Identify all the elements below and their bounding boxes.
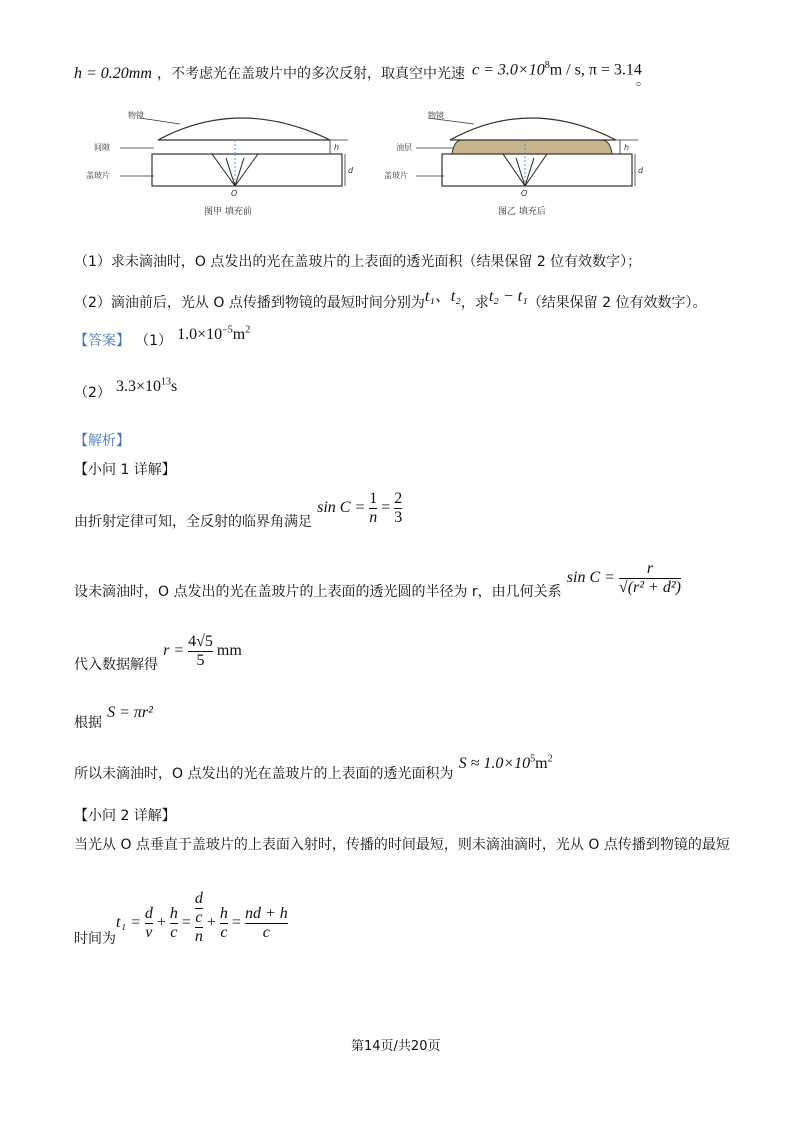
para-3: 代入数据解得 r = $\frac{4√5}{5}$ mm [74,633,242,674]
para-4: 根据 S = πr² [74,704,153,731]
oil-layer [452,140,612,154]
question-2: （2）滴油前后，光从 O 点传播到物镜的最短时间分别为t₁、t₂，求t₂ − t₁（结果保留 2 位有效数字）。 [74,288,707,311]
answer-2-value: $3.3\times 10^{13}s$ [116,376,178,395]
answer-label: 【答案】 [74,333,130,349]
figure-right [384,110,644,217]
answer-1: 【答案】 （1） $1.0\times 10^{-5}m^2$ [74,324,251,349]
para-1: 由折射定律可知，全反射的临界角满足 sin C = $\frac{1}{n}$ = $\frac{2}{3}$ [74,490,403,531]
intro-text: ，不考虑光在盖玻片中的多次反射，取真空中光速 [157,66,465,82]
answer-1-value: $1.0\times 10^{-5}m^2$ [177,324,251,343]
t1-equation: t₁ = $\frac{d}{v}$ + $\frac{h}{c}$ = d c n + $\frac{h}{c}$ = $\frac{nd + h}{c}$ [116,890,288,945]
sub-question-2-header: 【小问 2 详解】 [74,808,176,824]
c-value: $c = 3.0\times 10^8m / s$, π = 3.14 [472,60,642,79]
label-oil-right: 油层 [396,143,412,152]
sub-question-1-header: 【小问 1 详解】 [74,462,176,478]
label-h-left: h [334,143,340,152]
label-glass-left: 盖玻片 [86,171,110,180]
question-1: （1）求未滴油时，O 点发出的光在盖玻片的上表面的透光面积（结果保留 2 位有效数字）； [74,254,642,270]
caption-right: 图乙 填充后 [498,207,546,217]
para-2: 设未滴油时，O 点发出的光在盖玻片的上表面的透光圆的半径为 r，由几何关系 sin C = $\frac{r}{\text{√(r² + d²)}}$ [74,560,681,601]
h-value: h = 0.20mm [74,65,152,82]
label-d-right: d [638,166,644,175]
label-mirror-left: 物镜 [128,111,144,120]
para-7: 时间为 [74,931,116,947]
label-mirror-right: 物镜 [428,111,444,120]
objective-lens-right [450,118,616,140]
label-h-right: h [624,143,630,152]
label-o-right: O [521,189,528,198]
para-5: 所以未滴油时，O 点发出的光在盖玻片的上表面的透光面积为 $S \approx 1.0\times 10^5m^2$ [74,753,553,782]
intro-line [74,63,465,83]
answer-2: （2） $3.3\times 10^{13}s$ [74,376,178,401]
caption-left: 图甲 填充前 [204,207,252,217]
label-o-left: O [231,189,238,198]
cover-glass-right [442,154,632,186]
label-d-left: d [348,166,354,175]
objective-lens-left [158,118,330,140]
analysis-label: 【解析】 [74,433,130,449]
figure [80,102,660,222]
label-glass-right: 盖玻片 [384,171,408,180]
para-6: 当光从 O 点垂直于盖玻片的上表面入射时，传播的时间最短，则未滴油滴时，光从 O 点传播到物镜的最短 [74,837,730,853]
figure-left [86,110,354,217]
page-footer: 第14页/共20页 [351,1039,441,1054]
label-gap-left: 间隙 [94,143,110,152]
c-end: 。 [636,73,650,89]
